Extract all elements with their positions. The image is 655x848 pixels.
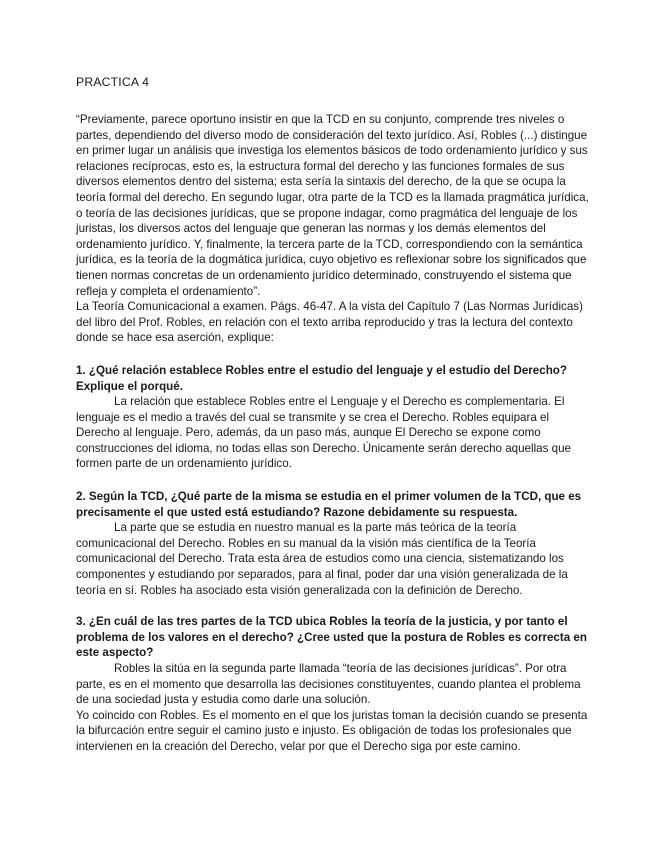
quoted-passage: “Previamente, parece oportuno insistir en que la TCD en su conjunto, comprende tres niveles o partes, dependiendo del diverso modo de consideración del texto jurídico. Así, Robles (...) distingue en primer lugar un análisis que investiga los elementos básicos de todo ordenamiento jurídico y sus relaciones recíprocas, esto es, la estructura formal del derecho y las funciones formales de sus diversos elementos dentro del sistema; esta sería la sintaxis del derecho, de la que se ocupa la teoría formal del derecho. En segundo lugar, otra parte de la TCD es la llamada pragmática jurídica, o teoría de las decisiones jurídicas, que se propone indagar, como pragmática del lenguaje de los juristas, los diversos actos del lenguaje que generan las normas y los demás elementos del ordenamiento jurídico. Y, finalmente, la tercera parte de la TCD, correspondiendo con la semántica jurídica, es la teoría de la dogmática jurídica, cuyo objetivo es reflexionar sobre los significados que tienen normas concretas de un ordenamiento jurídico determinado, construyendo el sistema que refleja y completa el ordenamiento”.	[76, 113, 589, 298]
answer-3: Robles la sitúa en la segunda parte llamada “teoría de las decisiones jurídicas”. Por otra parte, es en el momento que desarrolla las decisiones constituyentes, cuando plantea el problema de una sociedad justa y estudia como darle una solución.	[76, 662, 581, 707]
answer-2: La parte que se estudia en nuestro manual es la parte más teórica de la teoría comunicacional del Derecho. Robles en su manual da la visión más científica de la Teoría comunicacional del Derecho. Trata esta área de estudios como una ciencia, sistematizando los componentes y estudiando por separados, para al final, poder dar una visión generalizada de la teoría en sí. Robles ha asociado esta visión generalizada con la definición de Derecho.	[76, 521, 568, 597]
question-3: 3. ¿En cuál de las tres partes de la TCD ubica Robles la teoría de la justicia, y por tanto el problema de los valores en el derecho? ¿Cree usted que la postura de Robles es correcta en este aspecto?	[76, 615, 587, 660]
answer-3-opinion: Yo coincido con Robles. Es el momento en el que los juristas toman la decisión cuando se presenta la bifurcación entre seguir el camino justo e injusto. Es obligación de todas los profesionales que intervienen en la creación del Derecho, velar por que el Derecho siga por este camino.	[76, 708, 588, 753]
answer-1: La relación que establece Robles entre el Lenguaje y el Derecho es complementaria. El lenguaje es el medio a través del cual se transmite y se crea el Derecho. Robles equipara el Derecho al lenguaje. Pero, además, da un paso más, aunque El Derecho se expone como construcciones del idioma, no todas ellas son Derecho. Únicamente serán derecho aquellas que formen parte de un ordenamiento jurídico.	[76, 395, 571, 471]
question-2: 2. Según la TCD, ¿Qué parte de la misma se estudia en el primer volumen de la TCD, que es precisamente el que usted está estudiando? Razone debidamente su respuesta.	[76, 490, 582, 519]
intro-paragraph: La Teoría Comunicacional a examen. Págs. 46-47. A la vista del Capítulo 7 (Las Normas Jurídicas) del libro del Prof. Robles, en relación con el texto arriba reproducido y tras la lectura del contexto donde se hace esa aserción, explique:	[76, 300, 583, 345]
document-title: PRACTICA 4	[76, 75, 150, 89]
question-1: 1. ¿Qué relación establece Robles entre el estudio del lenguaje y el estudio del Derecho? Explique el porqué.	[76, 363, 567, 393]
